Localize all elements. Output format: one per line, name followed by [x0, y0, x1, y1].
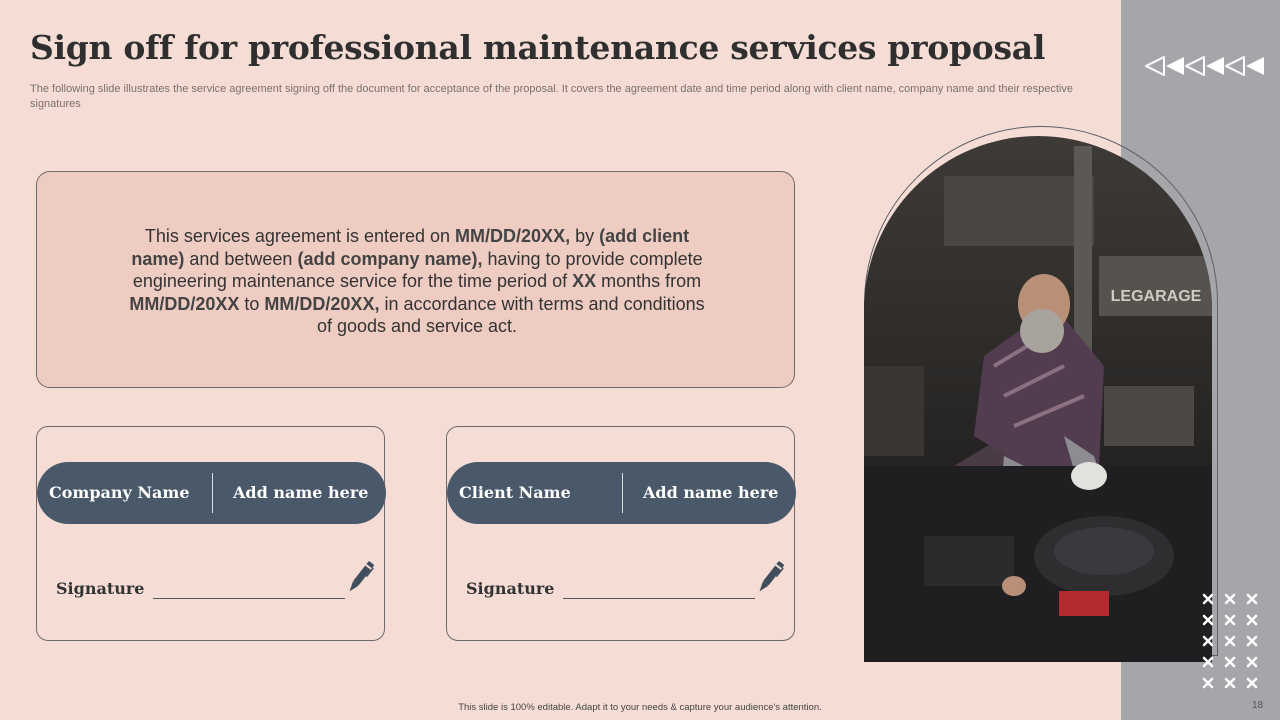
- mechanic-illustration: [864, 136, 1212, 662]
- svg-text:LEGARAGE: LEGARAGE: [1110, 288, 1202, 305]
- page-number: 18: [1252, 700, 1264, 711]
- pen-icon: [753, 557, 787, 599]
- pill-divider: [622, 473, 623, 513]
- company-name-value[interactable]: Add name here: [233, 483, 369, 502]
- client-name-value[interactable]: Add name here: [643, 483, 779, 502]
- client-signature-label: Signature: [466, 579, 555, 598]
- agreement-text: This services agreement is entered on MM/DD/20XX, by (add client name) and between (add company name), having to provide complete engineering maintenance service for the time period of XX months from MM/DD/20XX to MM/DD/20XX, in accordance with terms and conditions of goods and service act.: [129, 226, 705, 336]
- client-signature-card: [446, 426, 795, 641]
- client-name-label: Client Name: [459, 483, 571, 502]
- pen-icon: [343, 557, 377, 599]
- slide-footer: This slide is 100% editable. Adapt it to your needs & capture your audience's attention.: [458, 702, 822, 713]
- company-name-pill: [37, 462, 386, 524]
- client-name-pill: [447, 462, 796, 524]
- company-signature-label: Signature: [56, 579, 145, 598]
- mechanic-garage-photo: [864, 136, 1212, 662]
- agreement-box: [36, 171, 795, 388]
- slide-subtitle: The following slide illustrates the service agreement signing off the document for acceptance of the proposal. It covers the agreement date and time period along with client name, company name and their respective signatures: [30, 83, 1073, 110]
- cross-pattern-icon: [1200, 590, 1262, 690]
- slide-title: Sign off for professional maintenance services proposal: [30, 28, 1046, 67]
- company-signature-line[interactable]: [153, 598, 345, 599]
- company-name-label: Company Name: [49, 483, 190, 502]
- company-signature-card: [36, 426, 385, 641]
- chevrons-left-icon: [1145, 55, 1265, 77]
- pill-divider: [212, 473, 213, 513]
- client-signature-line[interactable]: [563, 598, 755, 599]
